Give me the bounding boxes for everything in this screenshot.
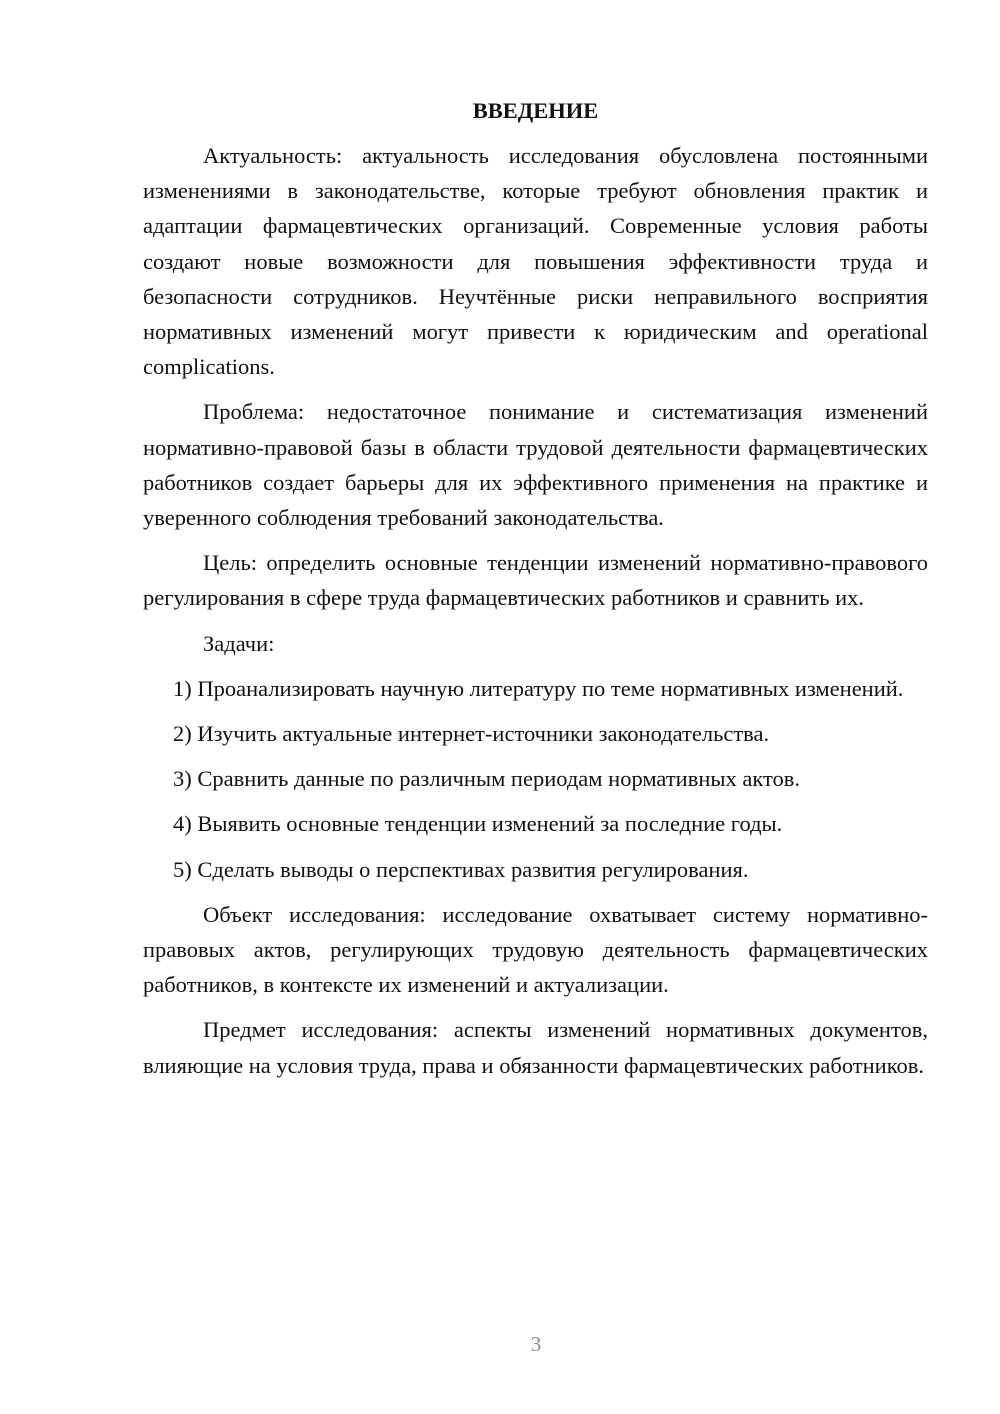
task-item-5: 5) Сделать выводы о перспективах развития регулирования. — [173, 856, 749, 882]
paragraph-goal: Цель: определить основные тенденции изменений нормативно-правового регулирования в сфере труда фармацевтических работников и сравнить их. — [143, 550, 928, 611]
task-item-3: 3) Сравнить данные по различным периодам нормативных актов. — [173, 766, 801, 792]
task-item-4: 4) Выявить основные тенденции изменений за последние годы. — [173, 811, 783, 837]
task-item-2: 2) Изучить актуальные интернет-источники законодательства. — [173, 721, 770, 747]
paragraph-problem: Проблема: недостаточное понимание и систематизация изменений нормативно-правовой базы в области трудовой деятельности фармацевтических работников создает барьеры для их эффективного применения на практике и уверенного соблюдения требований законодательства. — [143, 399, 928, 531]
page-content — [143, 94, 928, 1093]
section-title: ВВЕДЕНИЕ — [472, 98, 599, 123]
page-number: 3 — [530, 1332, 542, 1356]
tasks-heading: Задачи: — [203, 630, 275, 656]
paragraph-object: Объект исследования: исследование охватывает систему нормативно-правовых актов, регулирующих трудовую деятельность фармацевтических работников, в контексте их изменений и актуализации. — [143, 901, 928, 998]
paragraph-relevance: Актуальность: актуальность исследования обусловлена постоянными изменениями в законодательстве, которые требуют обновления практик и адаптации фармацевтических организаций. Современные условия работы создают новые возможности для повышения эффективности труда и безопасности сотрудников. Неучтённые риски неправильного восприятия нормативных изменений могут привести к юридическим and operational complications. — [143, 143, 928, 380]
task-item-1: 1) Проанализировать научную литературу по теме нормативных изменений. — [173, 675, 904, 701]
paragraph-subject: Предмет исследования: аспекты изменений нормативных документов, влияющие на условия труда, права и обязанности фармацевтических работников. — [143, 1017, 928, 1078]
